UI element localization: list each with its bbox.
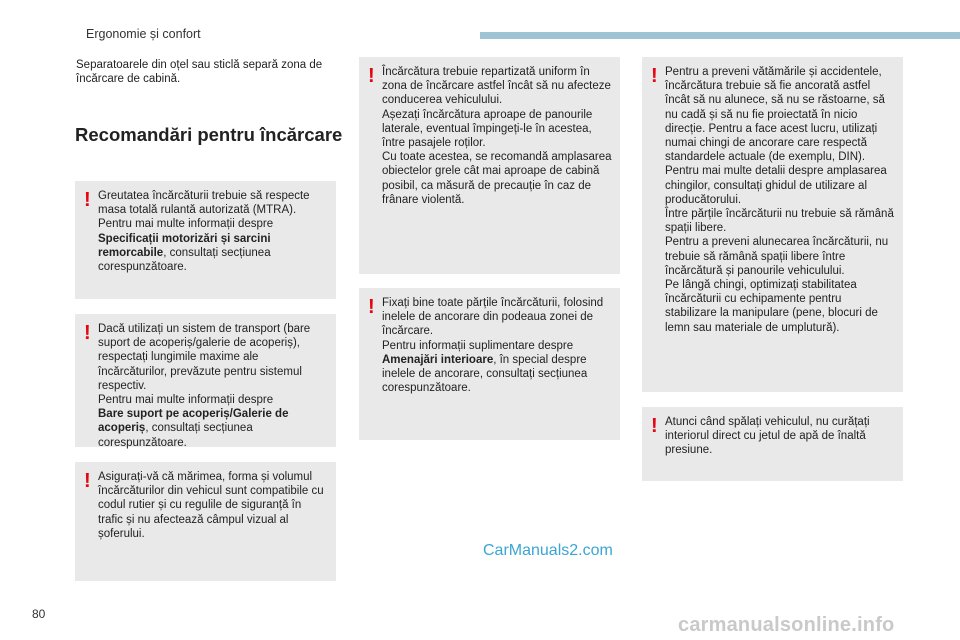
warning-box-straps [642, 57, 903, 392]
watermark-corner[interactable]: carmanualsonline.info [678, 614, 895, 636]
warning-text [98, 322, 328, 450]
text-run: Atunci când spălați vehiculul, nu curățați interiorul direct cu jetul de apă de înaltă presiune. [665, 416, 870, 457]
text-run: Greutatea încărcăturii trebuie să respecte masa totală rulantă autorizată (MTRA). Pentru mai multe informații despre [98, 190, 310, 231]
exclamation-warning-icon: ! [651, 65, 658, 87]
exclamation-warning-icon: ! [84, 189, 91, 211]
warning-box-distribution [359, 57, 620, 274]
warning-text [98, 470, 328, 541]
text-run: Asigurați-vă că mărimea, forma și volumul încărcăturilor din vehicul sunt compatibile cu codul rutier și cu regulile de siguranță în trafic și nu afectează câmpul vizual al șoferului. [98, 471, 324, 540]
exclamation-warning-icon: ! [651, 415, 658, 437]
warning-text [382, 65, 612, 207]
text-run: , consultați secțiunea corespunzătoare. [98, 422, 253, 449]
warning-box-anchoring-rings [359, 288, 620, 440]
warning-text [665, 65, 895, 335]
cross-reference: Specificații motorizări și sarcini remorcabile [98, 232, 271, 259]
warning-box-roof-bars [75, 314, 336, 447]
section-title: Ergonomie și confort [86, 27, 201, 41]
text-run: Dacă utilizați un sistem de transport (bare suport de acoperiș/galerie de acoperiș), respectați lungimile maxime ale încărcăturilor, prevăzute pentru sistemul respectiv. Pentru mai multe informații despre [98, 323, 311, 407]
warning-box-load-size [75, 462, 336, 581]
text-run: Încărcătura trebuie repartizată uniform în zona de încărcare astfel încât să nu afecteze conducerea vehiculului. Așezați încărcătura aproape de panourile laterale, eventual împingeți-le în acestea, între pasajele roților. Cu toate acestea, se recomandă amplasarea obiectelor grele cât mai aproape de cabină posibil, ca măsură de precauție în caz de frânare violentă. [382, 66, 612, 206]
warning-text [665, 415, 895, 458]
text-run: Pentru a preveni vătămările și accidentele, încărcătura trebuie să fie ancorată astfel încât să nu alunece, să nu se răstoarne, să nu cadă și să nu fie proiectată în nicio direcție. Pentru a face acest lucru, utilizați numai chingi de ancorare care respectă standardele actuale (de exemplu, DIN). Pentru mai multe detalii despre amplasarea chingilor, consultați ghidul de utilizare al producătorului. Între părțile încărcăturii nu trebuie să rămână spații libere. Pentru a preveni alunecarea încărcăturii, nu trebuie să rămână spații libere între încărcătură și panourile vehiculului. Pe lângă chingi, optimizați stabilitatea încărcăturii cu echipamente pentru stabilizare la manipulare (pene, blocuri de lemn sau materiale de umplutură). [665, 66, 894, 334]
text-run: , consultați secțiunea corespunzătoare. [98, 246, 271, 274]
intro-text: Separatoarele din oțel sau sticlă separă zona de încărcare de cabină. [76, 59, 323, 85]
page-number: 80 [32, 607, 46, 621]
warning-box-weight [75, 181, 336, 299]
exclamation-warning-icon: ! [84, 322, 91, 344]
warning-text [98, 189, 328, 274]
watermark-center[interactable]: CarManuals2.com [483, 542, 613, 559]
exclamation-warning-icon: ! [368, 65, 375, 87]
exclamation-warning-icon: ! [368, 296, 375, 318]
cross-reference: Bare suport pe acoperiș/Galerie de acoperiș [98, 408, 289, 435]
header-accent-bar [480, 32, 960, 39]
warning-text [382, 296, 612, 395]
text-run: Fixați bine toate părțile încărcăturii, folosind inelele de ancorare din podeaua zonei de încărcare. Pentru informații suplimentare despre [382, 297, 604, 352]
text-run: , în special despre inelele de ancorare, consultați secțiunea corespunzătoare. [382, 353, 588, 395]
page-heading: Recomandări pentru încărcare [75, 124, 343, 145]
warning-box-washing [642, 407, 903, 481]
cross-reference: Amenajări interioare [382, 353, 494, 366]
exclamation-warning-icon: ! [84, 470, 91, 492]
